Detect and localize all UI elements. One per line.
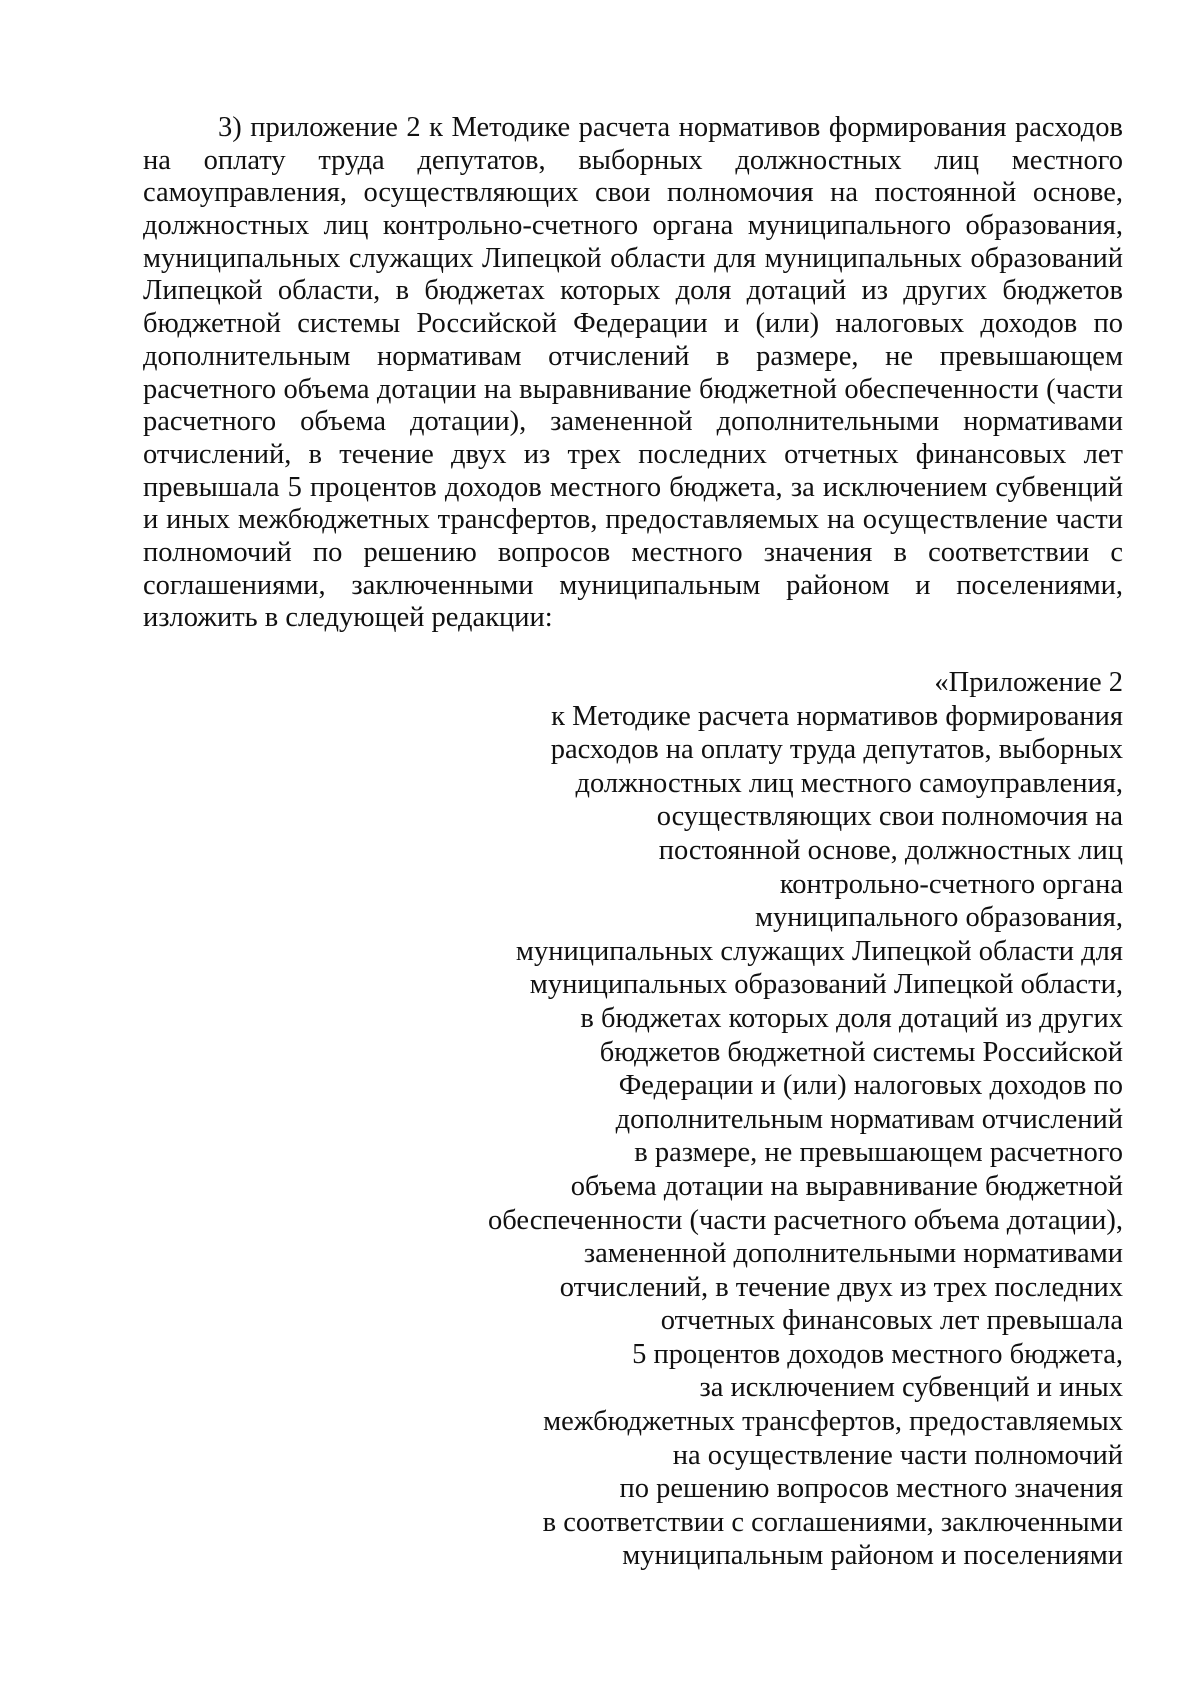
appendix-line: муниципальных служащих Липецкой области для bbox=[515, 935, 1123, 967]
appendix-line: дополнительным нормативам отчислений bbox=[615, 1103, 1123, 1135]
appendix-line: осуществляющих свои полномочия на bbox=[656, 801, 1123, 833]
paragraph-line: полномочий по решению вопросов местного значения в соответствии с bbox=[143, 536, 1123, 568]
appendix-line: отчетных финансовых лет превышала bbox=[660, 1305, 1123, 1337]
appendix-line: к Методике расчета нормативов формирования bbox=[551, 700, 1123, 732]
appendix-line: постоянной основе, должностных лиц bbox=[658, 834, 1123, 866]
paragraph-line: 3) приложение 2 к Методике расчета нормативов формирования расходов bbox=[218, 112, 1123, 143]
appendix-line: расходов на оплату труда депутатов, выборных bbox=[550, 734, 1123, 766]
paragraph-line: бюджетной системы Российской Федерации и (или) налоговых доходов по bbox=[143, 308, 1123, 340]
appendix-line: бюджетов бюджетной системы Российской bbox=[599, 1036, 1123, 1068]
appendix-line: межбюджетных трансфертов, предоставляемых bbox=[543, 1406, 1123, 1438]
appendix-line: замененной дополнительными нормативами bbox=[583, 1238, 1123, 1270]
paragraph-line: отчислений, в течение двух из трех последних отчетных финансовых лет bbox=[143, 438, 1123, 470]
appendix-line: за исключением субвенций и иных bbox=[699, 1372, 1123, 1404]
appendix-line: в размере, не превышающем расчетного bbox=[634, 1137, 1123, 1169]
paragraph-line: на оплату труда депутатов, выборных должностных лиц местного bbox=[143, 144, 1123, 176]
appendix-line: 5 процентов доходов местного бюджета, bbox=[632, 1338, 1123, 1370]
appendix-line: обеспеченности (части расчетного объема дотации), bbox=[488, 1204, 1123, 1236]
appendix-line: отчислений, в течение двух из трех последних bbox=[559, 1271, 1123, 1303]
paragraph-line: должностных лиц контрольно-счетного органа муниципального образования, bbox=[143, 210, 1123, 242]
appendix-line: объема дотации на выравнивание бюджетной bbox=[570, 1170, 1123, 1202]
paragraph-line: соглашениями, заключенными муниципальным районом и поселениями, bbox=[143, 569, 1123, 601]
paragraph-line: превышала 5 процентов доходов местного бюджета, за исключением субвенций bbox=[143, 471, 1123, 503]
paragraph-line: Липецкой области, в бюджетах которых доля дотаций из других бюджетов bbox=[143, 275, 1123, 307]
paragraph-line: и иных межбюджетных трансфертов, предоставляемых на осуществление части bbox=[143, 504, 1123, 536]
appendix-line: муниципальным районом и поселениями bbox=[622, 1540, 1123, 1572]
amendment-paragraph bbox=[143, 112, 1123, 635]
appendix-line: в соответствии с соглашениями, заключенными bbox=[542, 1506, 1123, 1538]
paragraph-line: изложить в следующей редакции: bbox=[143, 602, 553, 634]
appendix-title: «Приложение 2 bbox=[934, 667, 1123, 698]
paragraph-line: муниципальных служащих Липецкой области для муниципальных образований bbox=[143, 242, 1123, 274]
appendix-line: муниципальных образований Липецкой области, bbox=[529, 969, 1123, 1001]
appendix-line: контрольно-счетного органа bbox=[779, 868, 1123, 900]
paragraph-line: самоуправления, осуществляющих свои полномочия на постоянной основе, bbox=[143, 177, 1123, 209]
paragraph-line: расчетного объема дотации), замененной дополнительными нормативами bbox=[143, 406, 1123, 438]
appendix-line: муниципального образования, bbox=[755, 902, 1123, 934]
appendix-line: Федерации и (или) налоговых доходов по bbox=[618, 1070, 1123, 1102]
appendix-line: по решению вопросов местного значения bbox=[619, 1473, 1123, 1505]
appendix-line: должностных лиц местного самоуправления, bbox=[575, 767, 1123, 799]
paragraph-line: дополнительным нормативам отчислений в размере, не превышающем bbox=[143, 340, 1123, 372]
paragraph-line: расчетного объема дотации на выравнивание бюджетной обеспеченности (части bbox=[143, 373, 1123, 405]
appendix-line: в бюджетах которых доля дотаций из других bbox=[580, 1002, 1123, 1034]
appendix-heading-block bbox=[460, 666, 1123, 1573]
appendix-line: на осуществление части полномочий bbox=[672, 1439, 1123, 1471]
